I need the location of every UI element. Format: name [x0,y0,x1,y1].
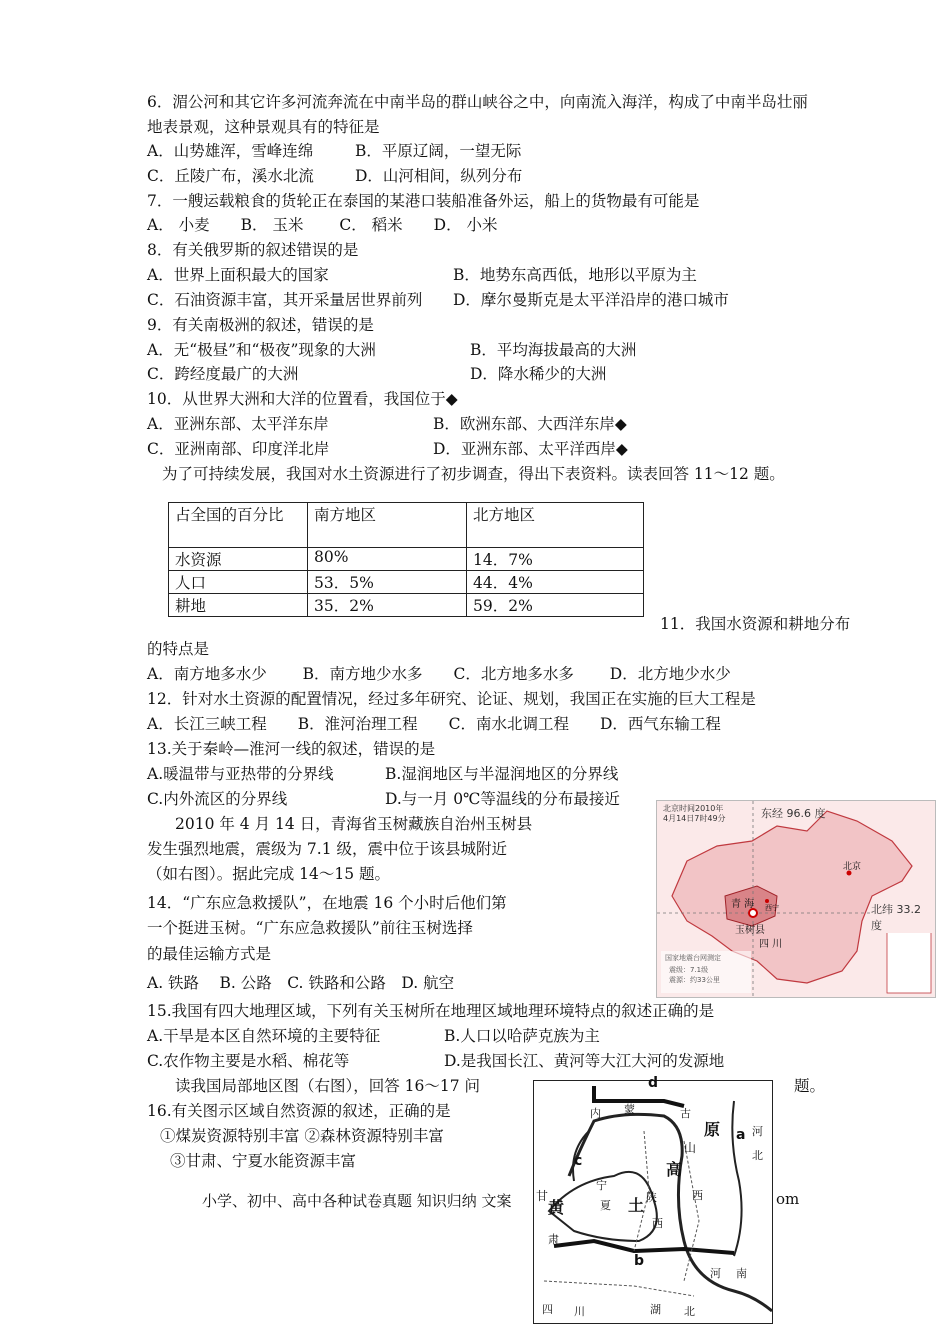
table-row [169,594,644,617]
q8-option-c: C．石油资源丰富，其开采量居世界前列 [147,291,423,309]
q10-option-a: A．亚洲东部、太平洋东岸 [147,415,329,433]
map-label: 原 [704,1120,721,1139]
q15-option-b: B.人口以哈萨克族为主 [444,1027,600,1045]
q10-option-b: B．欧洲东部、大西洋东岸◆ [433,415,627,433]
q10-option-c: C．亚洲南部、印度洋北岸 [147,440,330,458]
q8-option-b: B．地势东高西低，地形以平原为主 [453,266,697,284]
q8-stem: 8．有关俄罗斯的叙述错误的是 [147,241,359,259]
map-label: 河 [710,1267,721,1280]
map-label: 四 [542,1303,553,1316]
map-label: 肃 [548,1233,559,1246]
intro-q14-15-line3: （如右图）。据此完成 14～15 题。 [147,865,391,883]
table-header-cell: 南方地区 [308,503,467,548]
q13-option-a: A.暖温带与亚热带的分界线 [147,765,334,783]
intro-q14-15-line2: 发生强烈地震，震级为 7.1 级，震中位于该县城附近 [147,840,508,858]
map-label [660,1087,661,1088]
q11-options: A．南方地多水少 B．南方地少水多 C．北方地多水多 D．北方地少水少 [147,665,731,683]
intro-q16-17-end: 题。 [794,1077,826,1095]
q11-stem-line2: 的特点是 [147,640,210,658]
epicenter-marker [749,909,757,917]
q15-option-a: A.干旱是本区自然环境的主要特征 [147,1027,381,1045]
map-label: 土 [628,1196,645,1215]
map-label: 陕 [646,1191,657,1204]
q10-option-d: D．亚洲东部、太平洋西岸◆ [433,440,628,458]
table-cell: 80% [308,548,467,571]
map-label: 蒙 [624,1103,635,1116]
map-label: 北 [684,1305,695,1318]
sichuan-label: 四 川 [759,939,783,950]
q16-options-line1: ①煤炭资源特别丰富 ②森林资源特别丰富 [160,1127,444,1145]
q15-option-d: D.是我国长江、黄河等大江大河的发源地 [444,1052,725,1070]
map-label: 湖 [650,1303,661,1316]
q12-stem: 12．针对水土资源的配置情况，经过多年研究、论证、规划，我国正在实施的巨大工程是 [147,690,756,708]
map-label: 甘 [536,1189,549,1203]
q8-option-d: D．摩尔曼斯克是太平洋沿岸的港口城市 [453,291,729,309]
q13-option-b: B.湿润地区与半湿润地区的分界线 [385,765,619,783]
q9-option-d: D．降水稀少的大洲 [470,365,607,383]
intro-q14-15-line1: 2010 年 4 月 14 日，青海省玉树藏族自治州玉树县 [175,815,533,833]
q6-option-a: A．山势雄浑，雪峰连绵 [147,142,314,160]
quake-time-label: 北京时间2010年 4月14日7时49分 [663,804,726,823]
q13-option-d: D.与一月 0℃等温线的分布最接近 [385,790,620,808]
table-header-cell: 占全国的百分比 [169,503,308,548]
q16-stem: 16.有关图示区域自然资源的叙述，正确的是 [147,1102,451,1120]
map-label-c: c [574,1153,583,1169]
map-label: 川 [574,1305,585,1318]
q9-option-a: A．无“极昼”和“极夜”现象的大洲 [147,341,376,359]
table-cell: 14．7% [467,548,644,571]
q10-stem: 10．从世界大洲和大洋的位置看，我国位于◆ [147,390,458,408]
beijing-label: 北京 [843,862,862,872]
table-header-row [169,503,644,548]
q8-option-a: A．世界上面积最大的国家 [147,266,329,284]
map-label: 河 [752,1125,763,1138]
provincial-lines [544,1131,699,1296]
map-label: 黄 [548,1198,565,1217]
water-land-table [168,502,644,617]
q11-stem-line1: 11．我国水资源和耕地分布 [660,615,851,633]
legend-title: 国家地震台网测定 [665,954,721,962]
mountain-a [732,1101,741,1256]
qinghai-label: 青 海 [731,899,755,910]
mountain-b [554,1241,734,1253]
q9-option-b: B．平均海拔最高的大洲 [470,341,637,359]
legend-depth: 震源：约33公里 [669,976,720,984]
table-cell: 53．5% [308,571,467,594]
q14-stem-line2: 一个挺进玉树。“广东应急救援队”前往玉树选择 [147,919,473,937]
table-cell: 水资源 [169,548,308,571]
yushu-earthquake-map [656,800,936,998]
q12-options: A．长江三峡工程 B．淮河治理工程 C．南水北调工程 D．西气东输工程 [147,715,721,733]
q15-stem: 15.我国有四大地理区域，下列有关玉树所在地理区域地理环境特点的叙述正确的是 [147,1002,715,1020]
map-label: 西 [652,1217,663,1230]
q9-stem: 9．有关南极洲的叙述，错误的是 [147,316,374,334]
table-cell: 35．2% [308,594,467,617]
q6-option-c: C．丘陵广布，溪水北流 [147,167,314,185]
table-cell: 59．2% [467,594,644,617]
q13-stem: 13.关于秦岭—淮河一线的叙述，错误的是 [147,740,436,758]
south-sea-inset [887,931,931,993]
latitude-label: 北纬 33.2 度 [871,901,935,933]
map-label: 南 [736,1267,747,1280]
table-header-cell: 北方地区 [467,503,644,548]
q7-options: A． 小麦 B． 玉米 C． 稻米 D． 小米 [147,216,498,234]
footer-text: 小学、初中、高中各种试卷真题 知识归纳 文案 [202,1192,512,1210]
q13-option-c: C.内外流区的分界线 [147,790,288,808]
table-cell: 耕地 [169,594,308,617]
q9-option-c: C．跨经度最广的大洲 [147,365,299,383]
table-cell: 44．4% [467,571,644,594]
legend-magnitude: 震级：7.1级 [669,966,709,974]
q16-options-line2: ③甘肃、宁夏水能资源丰富 [170,1152,357,1170]
longitude-label: 东经 96.6 度 [761,807,826,820]
map-label-d: d [648,1075,659,1091]
q14-options: A. 铁路 B. 公路 C. 铁路和公路 D. 航空 [147,974,455,992]
intro-q11-12: 为了可持续发展，我国对水土资源进行了初步调查，得出下表资料。读表回答 11～12 题。 [162,465,785,483]
q6-stem-line1: 6．湄公河和其它许多河流奔流在中南半岛的群山峡谷之中，向南流入海洋，构成了中南半岛壮丽 [147,93,808,111]
map-label: 西 [692,1189,703,1202]
q14-stem-line1: 14．“广东应急救援队”，在地震 16 个小时后他们第 [147,894,507,912]
yushu-label: 玉树县 [735,925,765,936]
map-label: 夏 [600,1199,611,1212]
table-row [169,548,644,571]
q15-option-c: C.农作物主要是水稻、棉花等 [147,1052,350,1070]
map-label-a: a [736,1127,746,1143]
loess-plateau-map [533,1075,773,1324]
river-d [594,1086,684,1106]
map-label: 山 [684,1141,697,1155]
intro-q16-17: 读我国局部地区图（右图），回答 16～17 问 [175,1077,481,1095]
map-label: 高 [666,1160,683,1179]
table-cell: 人口 [169,571,308,594]
xining-label: 西宁 [765,904,779,912]
footer-suffix: om [776,1190,800,1208]
map-label: 古 [680,1107,691,1120]
map-label: 内 [590,1107,601,1120]
map-label-b: b [634,1253,645,1269]
q6-option-b: B．平原辽阔，一望无际 [355,142,522,160]
map-label: 北 [752,1149,763,1162]
q6-option-d: D．山河相间，纵列分布 [355,167,523,185]
q7-stem: 7．一艘运载粮食的货轮正在泰国的某港口装船准备外运，船上的货物最有可能是 [147,192,700,210]
map-label: 宁 [596,1179,607,1192]
q6-stem-line2: 地表景观，这种景观具有的特征是 [147,118,380,136]
q14-stem-line3: 的最佳运输方式是 [147,945,272,963]
table-row [169,571,644,594]
